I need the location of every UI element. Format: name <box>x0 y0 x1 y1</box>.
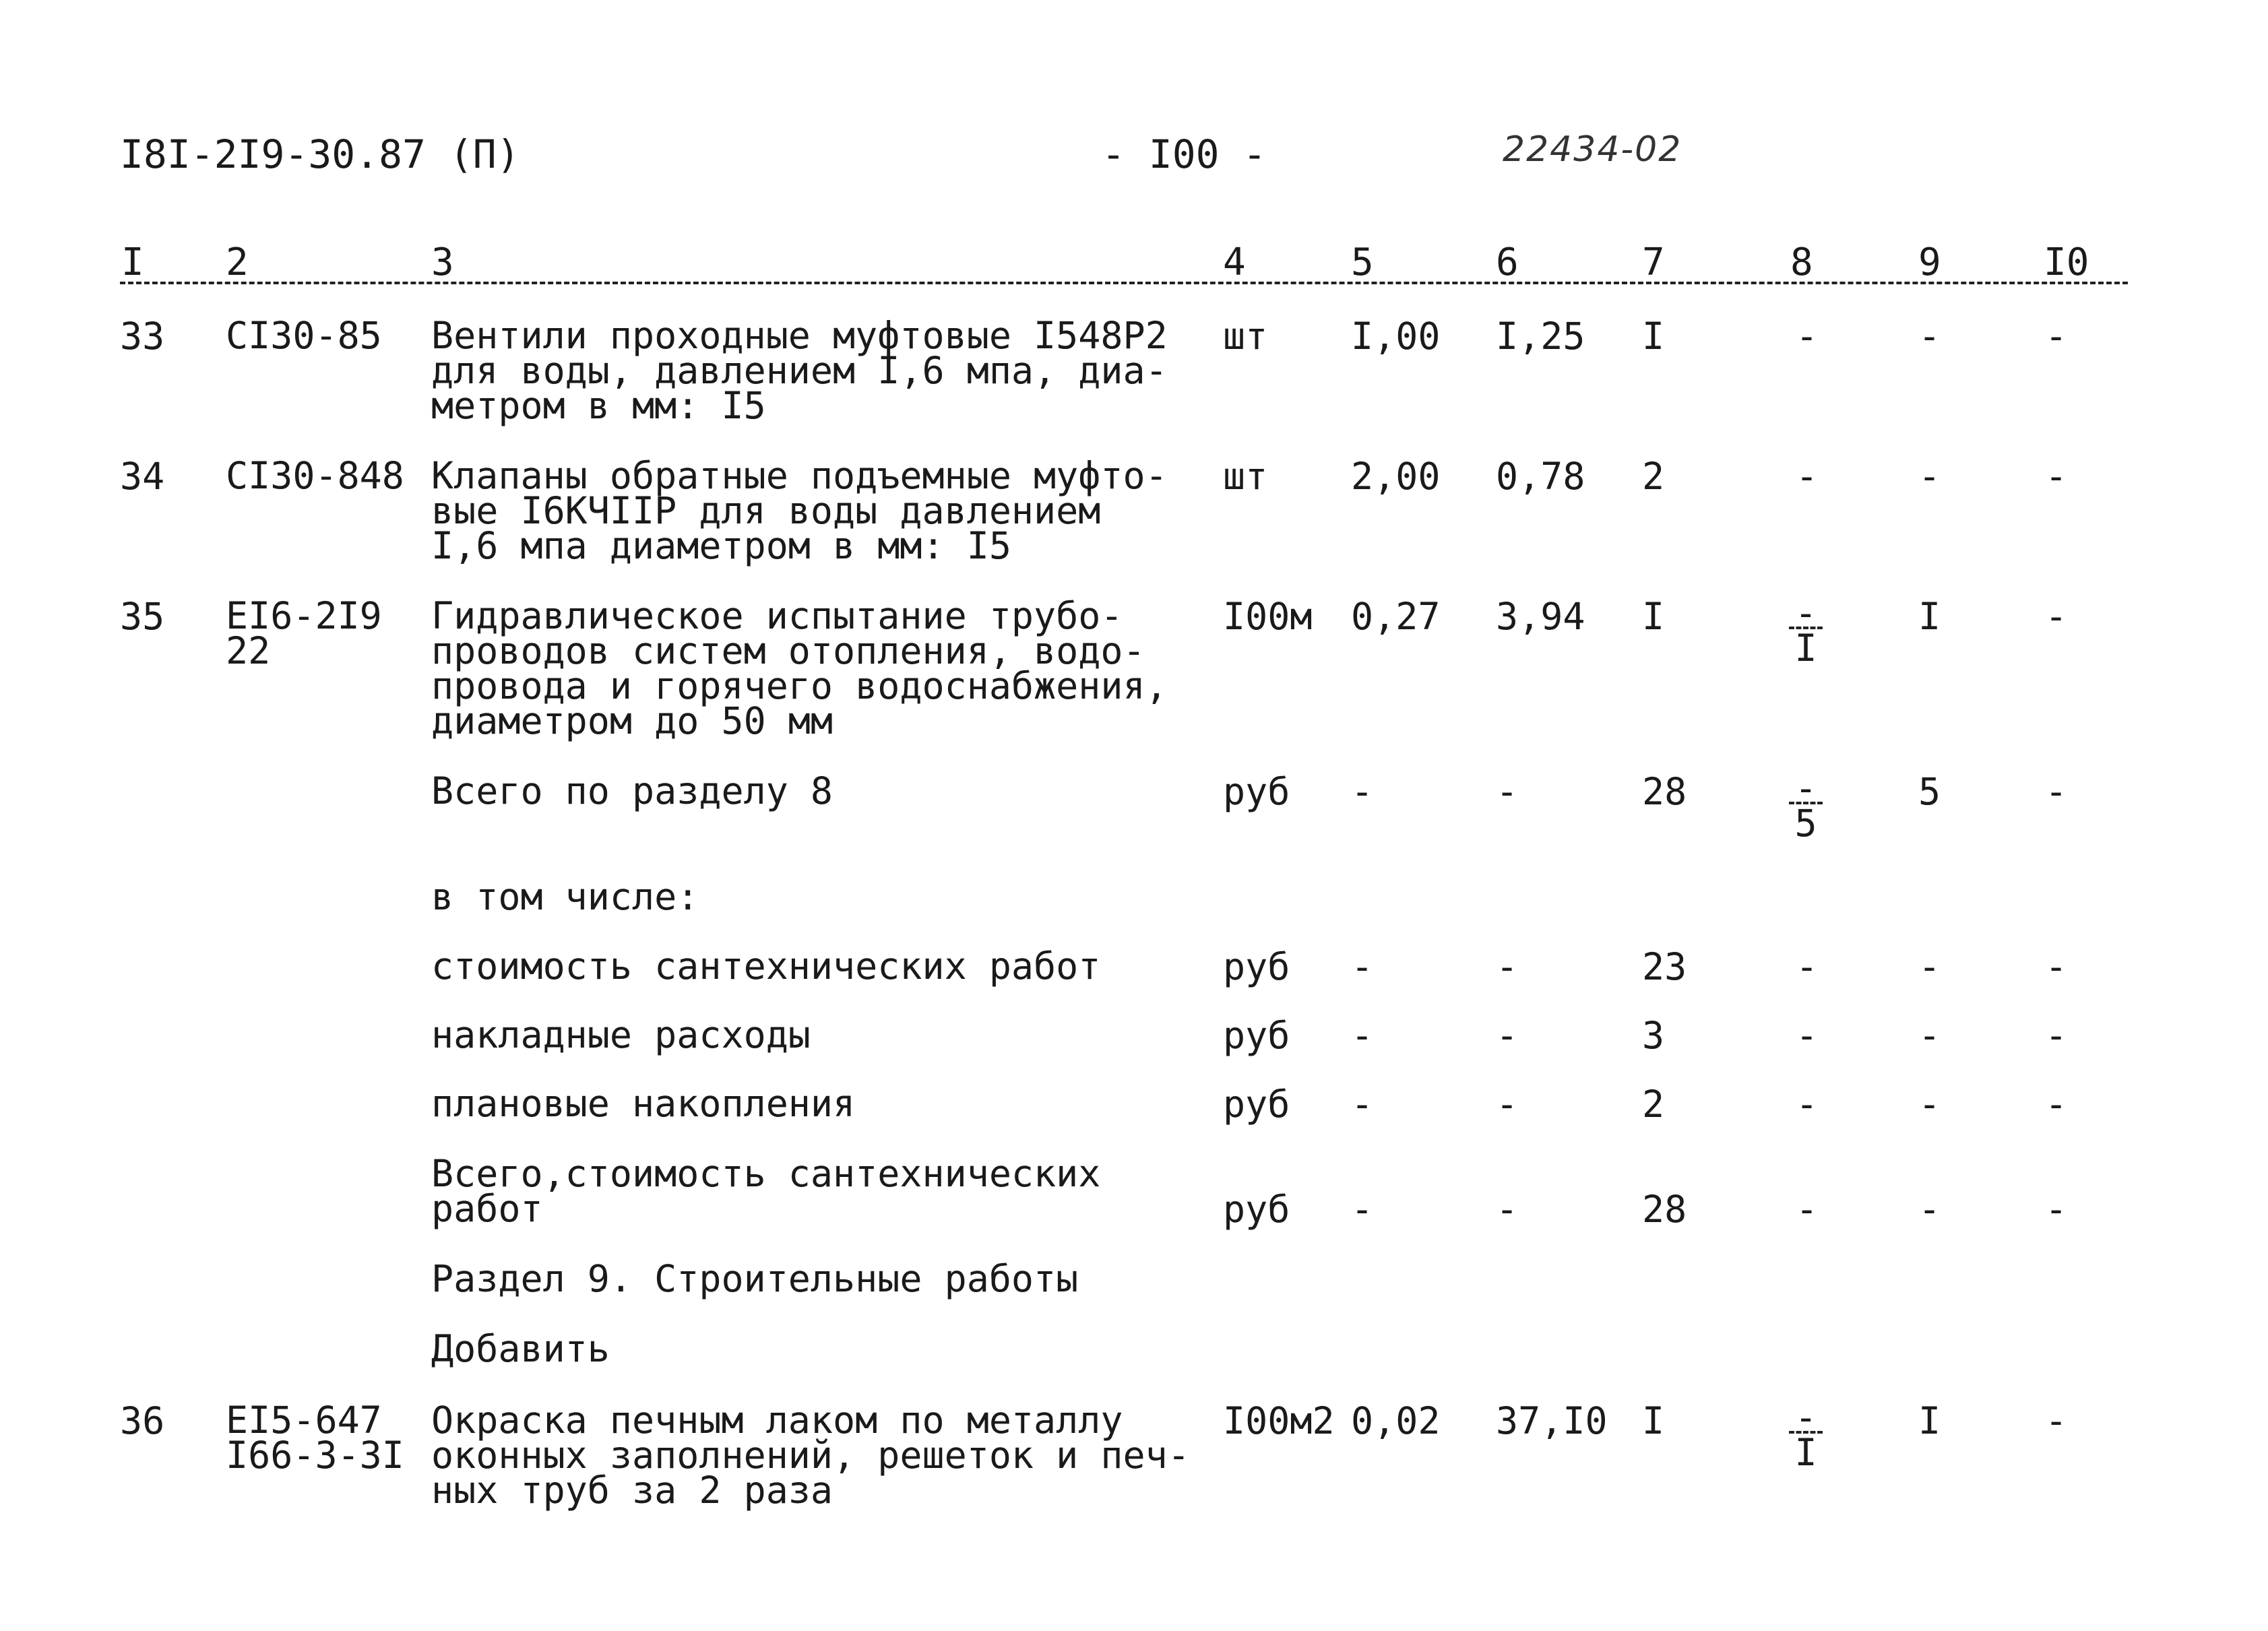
header-underline <box>120 282 2128 284</box>
row-col8-fraction: - 5 <box>1779 775 1833 842</box>
row-col5: I,00 <box>1351 315 1441 358</box>
column-header-6: 6 <box>1496 241 1519 284</box>
row-col9: - <box>1918 315 1941 358</box>
row-col7: 23 <box>1642 945 1687 988</box>
row-unit: руб <box>1223 1083 1290 1126</box>
row-col8: - <box>1796 455 1819 498</box>
row-code: CI30-848 <box>226 454 404 497</box>
row-col9: - <box>1918 455 1941 498</box>
column-header-8: 8 <box>1790 241 1813 284</box>
row-col8: - <box>1796 1188 1819 1231</box>
row-description: Окраска печным лаком по металлу оконных заполнений, решеток и печ- ных труб за 2 раза <box>431 1399 1190 1512</box>
column-header-4: 4 <box>1223 241 1246 284</box>
row-col7: I <box>1642 315 1665 358</box>
row-description: стоимость сантехнических работ <box>431 945 1101 988</box>
column-header-9: 9 <box>1918 241 1941 284</box>
row-col5: 2,00 <box>1351 455 1441 498</box>
row-description: Вентили проходные муфтовые I548P2 для воды, давлением I,6 мпа, диа- метром в мм: I5 <box>431 314 1168 427</box>
row-col6: I,25 <box>1496 315 1585 358</box>
row-unit: I00м2 <box>1223 1399 1335 1442</box>
row-col5: 0,02 <box>1351 1399 1441 1442</box>
row-col7: I <box>1642 1399 1665 1442</box>
section-total-label: Всего по разделу 8 <box>431 769 833 812</box>
row-col9: I <box>1918 595 1941 638</box>
row-col6: - <box>1496 770 1519 813</box>
including-label: в том числе: <box>431 875 699 918</box>
row-col7: 28 <box>1642 770 1687 813</box>
page-number: - I00 - <box>1102 131 1267 177</box>
column-header-1: I <box>121 241 144 284</box>
row-unit: I00м <box>1223 595 1313 638</box>
row-code: EI6-2I9 22 <box>226 594 382 672</box>
row-number: 33 <box>120 315 165 358</box>
row-col5: - <box>1351 945 1374 988</box>
row-col9: - <box>1918 1083 1941 1126</box>
row-col10: - <box>2045 1083 2068 1126</box>
column-header-5: 5 <box>1351 241 1374 284</box>
row-unit: шт <box>1223 315 1268 358</box>
row-col10: - <box>2045 945 2068 988</box>
row-col7: 3 <box>1642 1014 1665 1057</box>
row-col6: - <box>1496 1188 1519 1231</box>
column-header-7: 7 <box>1642 241 1665 284</box>
row-col9: - <box>1918 945 1941 988</box>
row-col10: - <box>2045 595 2068 638</box>
row-number: 35 <box>120 595 165 638</box>
row-col5: - <box>1351 1083 1374 1126</box>
row-col9: 5 <box>1918 770 1941 813</box>
row-col6: 3,94 <box>1496 595 1585 638</box>
row-col7: 2 <box>1642 1083 1665 1126</box>
row-col10: - <box>2045 770 2068 813</box>
document-code: I8I-2I9-30.87 (П) <box>120 131 520 177</box>
row-col7: 28 <box>1642 1188 1687 1231</box>
row-col5: - <box>1351 1014 1374 1057</box>
column-header-2: 2 <box>226 241 249 284</box>
row-description: накладные расходы <box>431 1013 811 1056</box>
row-col9: - <box>1918 1188 1941 1231</box>
row-col5: - <box>1351 1188 1374 1231</box>
row-col8-fraction: - I <box>1779 1404 1833 1471</box>
row-description: Клапаны обратные подъемные муфто- вые I6КЧIIР для воды давлением I,6 мпа диаметром в мм: I5 <box>431 454 1168 567</box>
row-col9: - <box>1918 1014 1941 1057</box>
row-col10: - <box>2045 315 2068 358</box>
row-number: 34 <box>120 455 165 498</box>
row-code: EI5-647 I66-3-3I <box>226 1399 404 1477</box>
column-header-3: 3 <box>431 241 454 284</box>
row-col5: - <box>1351 770 1374 813</box>
row-col10: - <box>2045 1399 2068 1442</box>
row-col6: - <box>1496 1083 1519 1126</box>
row-col5: 0,27 <box>1351 595 1441 638</box>
row-col10: - <box>2045 1014 2068 1057</box>
row-col9: I <box>1918 1399 1941 1442</box>
row-unit: руб <box>1223 1188 1290 1231</box>
row-col10: - <box>2045 1188 2068 1231</box>
row-number: 36 <box>120 1399 165 1442</box>
row-col8-fraction: - I <box>1779 600 1833 667</box>
row-unit: руб <box>1223 945 1290 988</box>
row-col6: - <box>1496 1014 1519 1057</box>
row-description: Всего,стоимость сантехнических работ <box>431 1152 1101 1230</box>
row-unit: шт <box>1223 455 1268 498</box>
add-label: Добавить <box>431 1327 610 1370</box>
row-col8: - <box>1796 315 1819 358</box>
row-description: Гидравлическое испытание трубо- проводов систем отопления, водо- провода и горячего водоснабжения, диаметром до 50 мм <box>431 594 1168 742</box>
row-col6: 37,I0 <box>1496 1399 1608 1442</box>
section-heading: Раздел 9. Строительные работы <box>431 1257 1079 1300</box>
row-unit: руб <box>1223 770 1290 813</box>
row-col6: 0,78 <box>1496 455 1585 498</box>
row-description: плановые накопления <box>431 1082 856 1125</box>
column-header-10: I0 <box>2044 241 2089 284</box>
row-col7: I <box>1642 595 1665 638</box>
row-col7: 2 <box>1642 455 1665 498</box>
handwritten-reference: 22434-02 <box>1503 129 1682 170</box>
row-col8: - <box>1796 945 1819 988</box>
row-unit: руб <box>1223 1014 1290 1057</box>
row-col8: - <box>1796 1014 1819 1057</box>
row-col6: - <box>1496 945 1519 988</box>
row-col10: - <box>2045 455 2068 498</box>
row-col8: - <box>1796 1083 1819 1126</box>
row-code: CI30-85 <box>226 314 382 357</box>
